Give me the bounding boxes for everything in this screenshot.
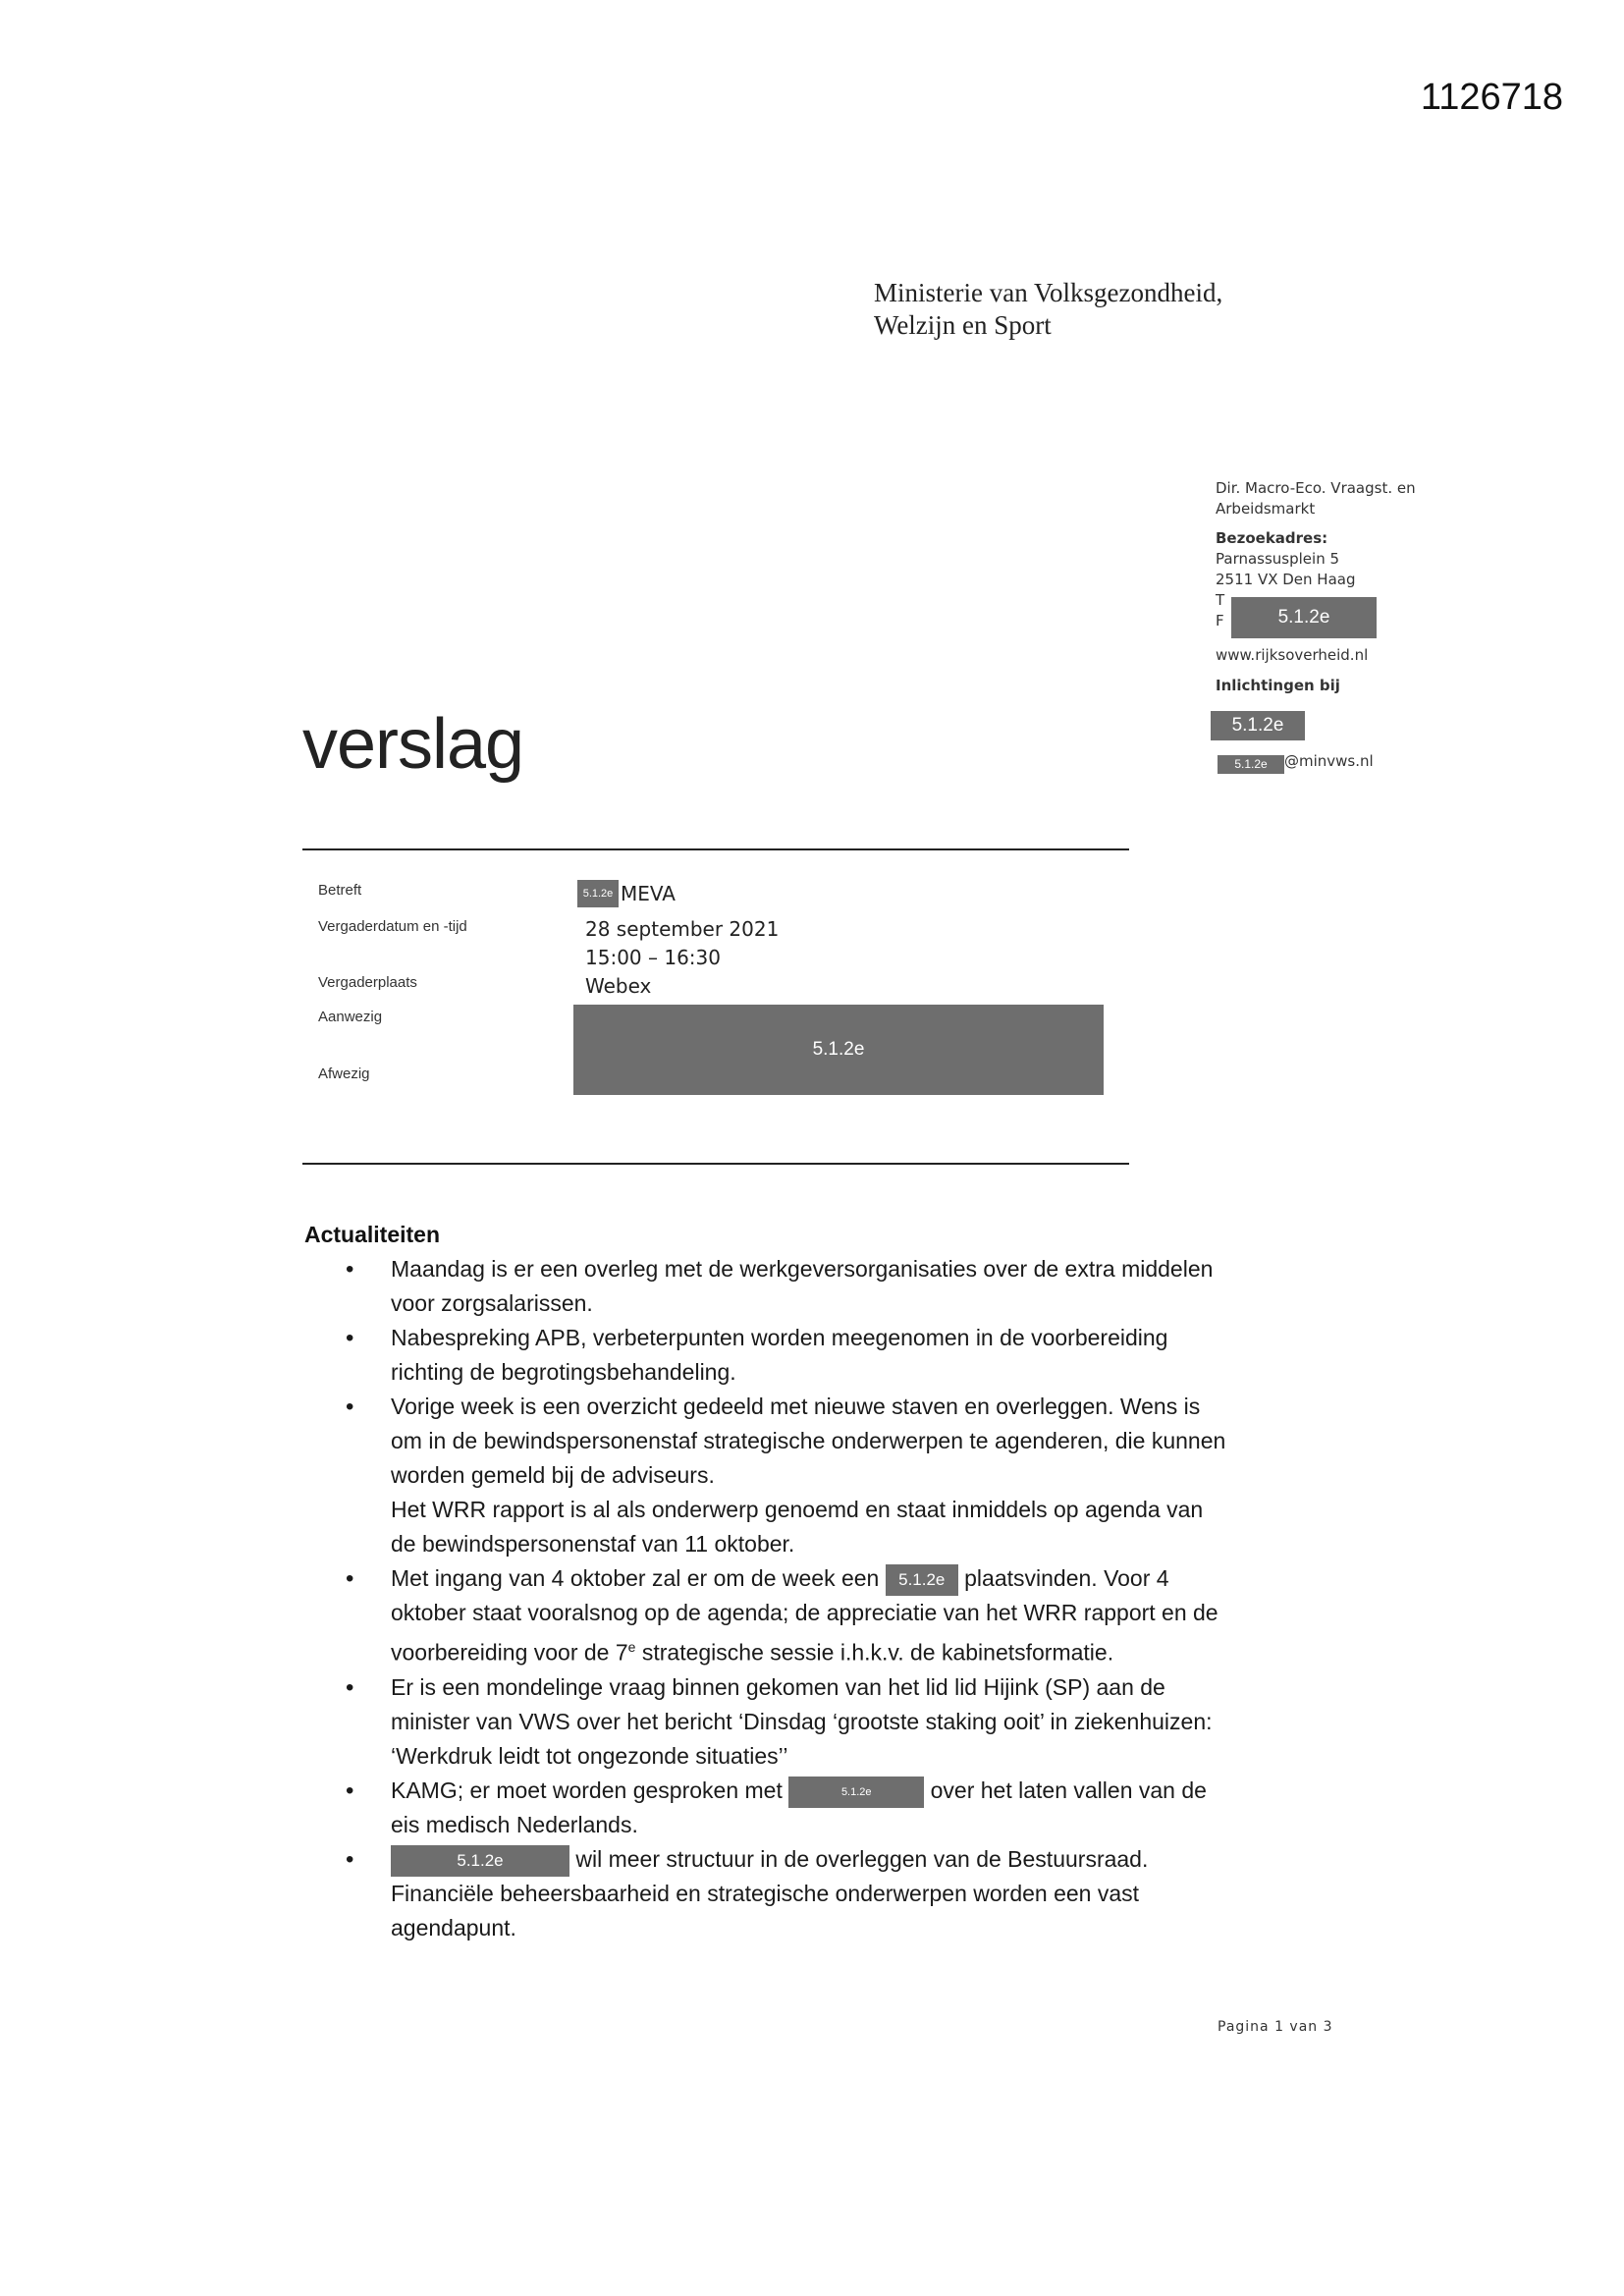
redaction-phone-fax: 5.1.2e <box>1231 597 1377 638</box>
list-item: • Met ingang van 4 oktober zal er om de week een 5.1.2e plaatsvinden. Voor 4 oktober staat vooralsnog op de agenda; de appreciatie van het WRR rapport en de voorbereiding voor de 7e strategische sessie i.h.k.v. de kabinetsformatie. <box>304 1561 1227 1670</box>
ministry-line-2: Welzijn en Sport <box>874 310 1052 340</box>
tijd-value: 15:00 – 16:30 <box>585 946 721 969</box>
ministry-name <box>874 277 1222 342</box>
phone-label: T <box>1216 591 1225 609</box>
list-item: • 5.1.2e wil meer structuur in de overleggen van de Bestuursraad. Financiële beheersbaarheid en strategische onderwerpen worden een vast agendapunt. <box>304 1842 1227 1945</box>
redaction-betreft: 5.1.2e <box>577 880 619 907</box>
bottom-divider <box>302 1163 1129 1165</box>
info-label: Inlichtingen bij <box>1216 677 1340 694</box>
fax-label: F <box>1216 612 1224 629</box>
redaction-inline: 5.1.2e <box>391 1845 569 1877</box>
visit-address-label: Bezoekadres: <box>1216 529 1328 547</box>
list-item: • Maandag is er een overleg met de werkgeversorganisaties over de extra middelen voor zorgsalarissen. <box>304 1252 1227 1321</box>
ministry-line-1: Ministerie van Volksgezondheid, <box>874 278 1223 307</box>
street-address: Parnassusplein 5 <box>1216 550 1340 568</box>
bullet-list <box>304 1252 1227 1945</box>
document-number: 1126718 <box>1420 77 1563 118</box>
list-item: • KAMG; er moet worden gesproken met 5.1.2e over het laten vallen van de eis medisch Nederlands. <box>304 1774 1227 1842</box>
department-line-1: Dir. Macro-Eco. Vraagst. en <box>1216 479 1416 497</box>
sender-info <box>1216 478 1416 696</box>
top-divider <box>302 848 1129 850</box>
redaction-attendees: 5.1.2e <box>573 1005 1104 1095</box>
department-line-2: Arbeidsmarkt <box>1216 500 1316 518</box>
postal-city: 2511 VX Den Haag <box>1216 571 1356 588</box>
list-item: • Er is een mondelinge vraag binnen gekomen van het lid lid Hijink (SP) aan de minister van VWS over het bericht ‘Dinsdag ‘grootste staking ooit’ in ziekenhuizen: ‘Werkdruk leidt tot ongezonde situaties’’ <box>304 1670 1227 1774</box>
datum-value: 28 september 2021 <box>585 917 780 941</box>
list-item: • Vorige week is een overzicht gedeeld met nieuwe staven en overleggen. Wens is om in de bewindspersonenstaf strategische onderwerpen te agenderen, die kunnen worden gemeld bij de adviseurs. Het WRR rapport is al als onderwerp genoemd en staat inmiddels op agenda van de bewindspersonenstaf van 11 oktober. <box>304 1390 1227 1561</box>
redaction-email-name: 5.1.2e <box>1218 755 1284 774</box>
datum-label: Vergaderdatum en -tijd <box>318 918 467 935</box>
redaction-inline: 5.1.2e <box>886 1564 958 1596</box>
betreft-label: Betreft <box>318 882 362 899</box>
website: www.rijksoverheid.nl <box>1216 646 1369 664</box>
list-item: • Nabespreking APB, verbeterpunten worden meegenomen in de voorbereiding richting de begrotingsbehandeling. <box>304 1321 1227 1390</box>
section-body <box>304 1252 1227 1945</box>
document-title: verslag <box>302 705 524 784</box>
afwezig-label: Afwezig <box>318 1066 370 1082</box>
betreft-value: MEVA <box>621 882 676 905</box>
plaats-value: Webex <box>585 974 652 998</box>
section-title: Actualiteiten <box>304 1222 441 1247</box>
redaction-contact-name: 5.1.2e <box>1211 711 1305 740</box>
plaats-label: Vergaderplaats <box>318 974 417 991</box>
page-number: Pagina 1 van 3 <box>1218 2019 1333 2035</box>
email-domain: @minvws.nl <box>1284 752 1374 770</box>
redaction-inline: 5.1.2e <box>788 1777 924 1808</box>
aanwezig-label: Aanwezig <box>318 1009 383 1025</box>
